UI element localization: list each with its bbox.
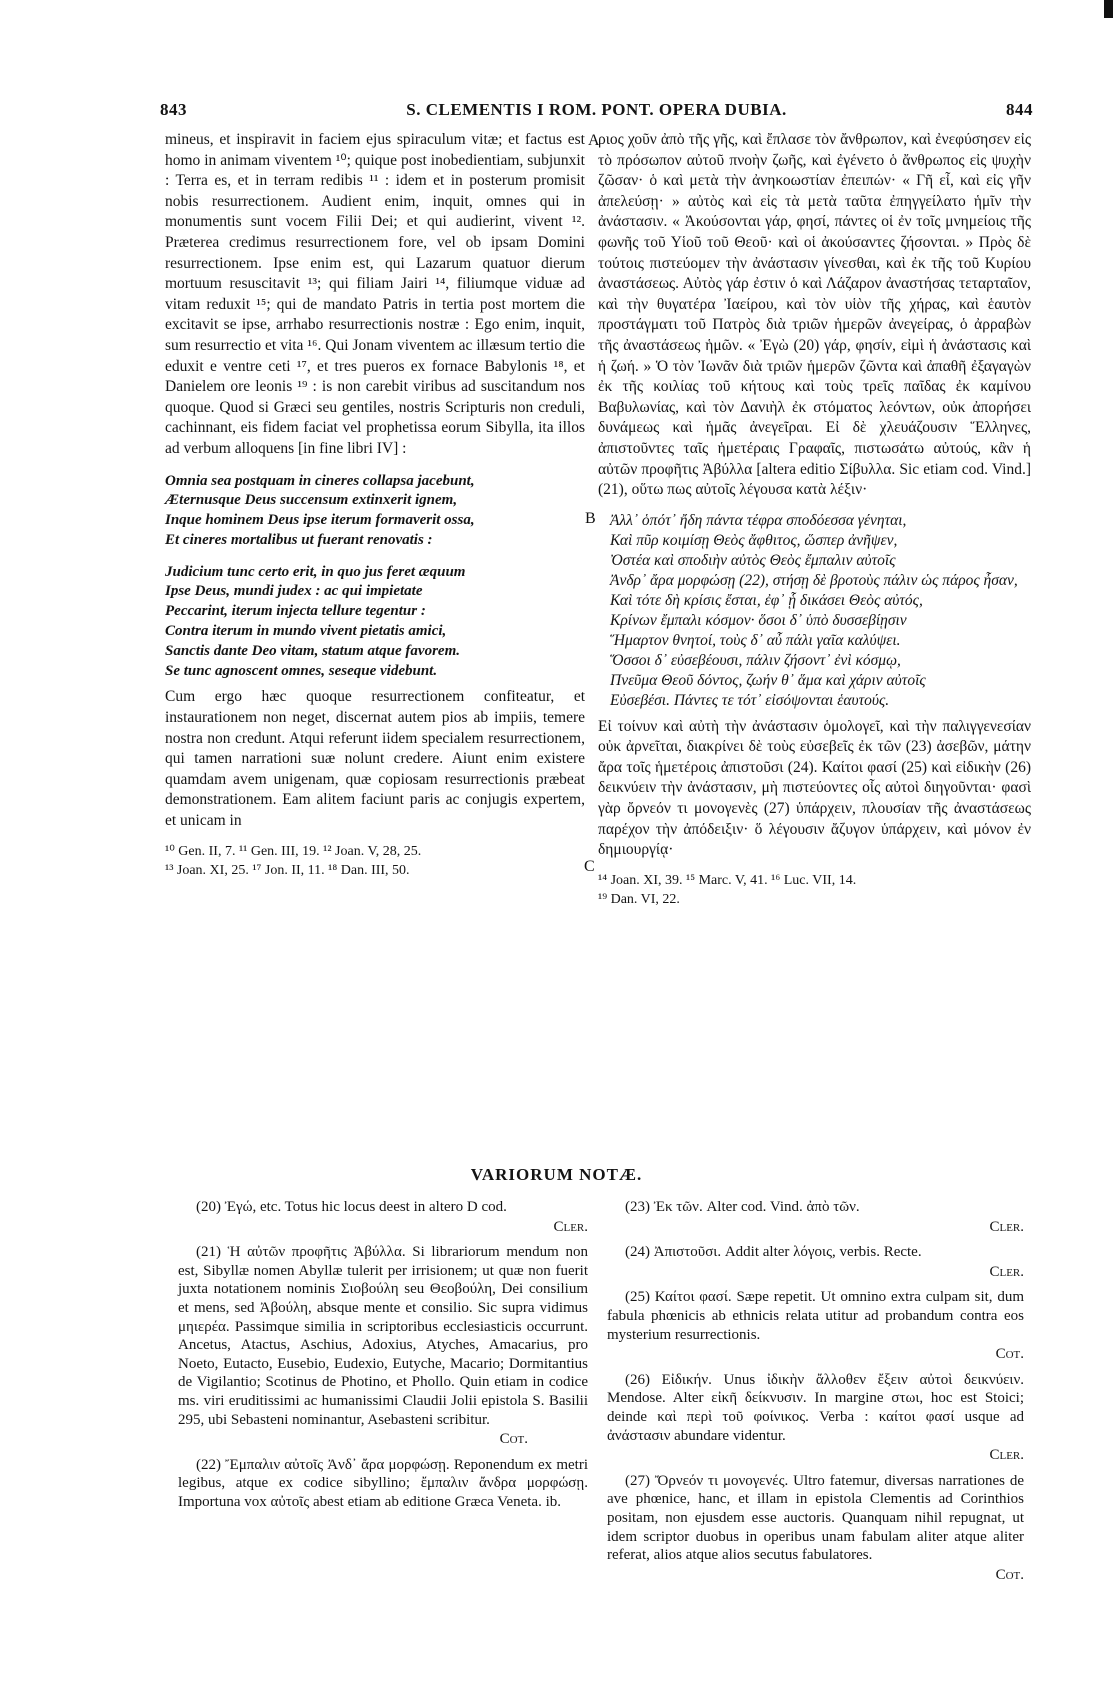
note-27 — [607, 1472, 1024, 1585]
greek-column — [598, 130, 1031, 923]
running-header — [160, 96, 1033, 126]
notes-left-column — [178, 1198, 588, 1519]
note-text: (23) Ἐκ τῶν. Alter cod. Vind. ἀπὸ τῶν. — [625, 1199, 860, 1215]
note-25 — [607, 1288, 1024, 1363]
note-23 — [607, 1198, 1024, 1236]
note-26 — [607, 1371, 1024, 1465]
note-21 — [178, 1243, 588, 1449]
running-title: S. CLEMENTIS I ROM. PONT. OPERA DUBIA. — [406, 100, 787, 119]
note-24 — [607, 1243, 1024, 1281]
margin-letter-c: C — [584, 858, 595, 875]
latin-scripture-refs: ¹⁰ Gen. II, 7. ¹¹ Gen. III, 19. ¹² Joan. V, 28, 25. ¹³ Joan. XI, 25. ¹⁷ Jon. II, 11. ¹⁸ Dan. III, 50. — [165, 843, 422, 878]
note-text: (22) Ἔμπαλιν αὐτοῖς Ἀνδ᾽ ἄρα μορφώσῃ. Reponendum ex metri legibus, atque ex codice sibyllino; ἔμπαλιν ἄνδρα μορφώσῃ. Importuna vox αὐτοῖς abest etiam ab editione Græca Veneta. ib. — [178, 1456, 588, 1510]
note-signature: Cot. — [499, 1431, 528, 1448]
greek-paragraph-2: Εἰ τοίνυν καὶ αὐτὴ τὴν ἀνάστασιν ὁμολογεῖ, καὶ τὴν παλιγγενεσίαν οὐκ ἀρνεῖται, διακρίνει δὲ τοὺς εὐσεβεῖς ἐκ τῶν (23) ἀσεβῶν, μάτην ἄρα τοῖς ἡμετέροις ἀπιστοῦσι (24). Καίτοι φασί (25) καὶ εἰδικὴν (26) δεικνύειν τὴν ἀνάστασιν, μὴ πιστεύοντες οἷς αὐτοὶ διηγοῦνται· φασὶ γὰρ ὄρνεόν τι μονογενὲς (27) ὑπάρχειν, πλουσίαν τῆς ἀναστάσεως παρέχον τὴν ἀπόδειξιν· ὅ λέγουσιν ἄζυγον ὑπάρχειν, καὶ μόνον ἐν δημιουργίᾳ· — [598, 717, 1031, 859]
margin-letter-a: A — [588, 132, 600, 149]
latin-verse-2: Judicium tunc certo erit, in quo jus feret æquum Ipse Deus, mundi judex : ac qui impietate Peccarint, iterum injecta tellure tegentur : Contra iterum in mundo vivent pietatis amici, Sanctis dante Deo vitam, statum atque favorem. Se tunc agnoscent omnes, seseque videbunt. — [165, 563, 466, 679]
latin-paragraph-2: Cum ergo hæc quoque resurrectionem confiteatur, et instaurationem non neget, discernat autem pios ab impiis, temere nostra non credunt. Atqui referunt iidem specialem resurrectionem, qui tamen narrationi suæ nolunt credere. Aiunt enim existere quamdam avem unigenam, quæ copiosam resurrectionis præbeat demonstrationem. Eam alitem faciunt paris ac conjugis expertem, et unicam in — [165, 688, 585, 830]
latin-verse-1: Omnia sea postquam in cineres collapsa jacebunt, Æternusque Deus succensum extinxerit ignem, Inque hominem Deus ipse iterum formaverit ossa, Et cineres mortalibus ut fuerant renovatis : — [165, 472, 475, 548]
notes-right-column — [607, 1198, 1024, 1591]
page-number-left: 843 — [160, 100, 187, 119]
note-signature: Cler. — [553, 1218, 588, 1235]
note-text: (20) Ἐγώ, etc. Totus hic locus deest in altero D cod. — [196, 1199, 507, 1215]
greek-verse: Ἀλλ᾽ ὁπότ᾽ ἤδη πάντα τέφρα σποδόεσσα γένηται, Καὶ πῦρ κοιμίσῃ Θεὸς ἄφθιτος, ὥσπερ ἀνῆψεν, Ὀστέα καὶ σποδιὴν αὐτὸς Θεὸς ἔμπαλιν αὐτοῖς Ἀνδρ᾽ ἄρα μορφώσῃ (22), στήσῃ δὲ βροτοὺς πάλιν ὡς πάρος ἦσαν, Καὶ τότε δὴ κρίσις ἔσται, ἐφ᾽ ᾗ δικάσει Θεὸς αὐτός, Κρίνων ἔμπαλι κόσμον· ὅσοι δ᾽ ὑπὸ δυσσεβίῃσιν Ἥμαρτον θνητοί, τοὺς δ᾽ αὖ πάλι γαῖα καλύψει. Ὅσσοι δ᾽ εὐσεβέουσι, πάλιν ζήσοντ᾽ ἐνὶ κόσμῳ, Πνεῦμα Θεοῦ δόντος, ζωήν θ᾽ ἅμα καὶ χάριν αὐτοῖς Εὐσεβέσι. Πάντες τε τότ᾽ εἰσόψονται ἑαυτούς. — [610, 511, 1018, 709]
note-signature: Cler. — [989, 1263, 1024, 1280]
greek-scripture-refs: ¹⁴ Joan. XI, 39. ¹⁵ Marc. V, 41. ¹⁶ Luc. VII, 14. ¹⁹ Dan. VI, 22. — [598, 872, 857, 907]
note-signature: Cot. — [995, 1566, 1024, 1583]
note-text: (24) Ἀπιστοῦσι. Addit alter λόγοις, verbis. Recte. — [625, 1244, 922, 1261]
note-text: (27) Ὄρνεόν τι μονογενές. Ultro fatemur, diversas narrationes de ave phœnice, hanc, et illam in epistola Clementis ad Corinthios positam, non ejusdem esse auctoris. Quanquam nihil repugnat, ut idem scriptor duobus in operibus unam fabulam aliter atque aliter referat, alios atque alios secutus fabulatores. — [607, 1472, 1024, 1564]
note-20 — [178, 1198, 588, 1236]
greek-paragraph-1: ριος χοῦν ἀπὸ τῆς γῆς, καὶ ἔπλασε τὸν ἄνθρωπον, καὶ ἐνεφύσησεν εἰς τὸ πρόσωπον αὐτοῦ πνοὴν ζωῆς, καὶ ἐγένετο ὁ ἄνθρωπος εἰς ψυχὴν ζῶσαν· ὁ καὶ μετὰ τὴν ἀνηκοωστίαν ἐπειπών· « Γῆ εἶ, καὶ εἰς γῆν ἀπελεύσῃ· » αὐτὸς καὶ εἰς τὰ μετὰ ταῦτα ἐπηγγείλατο ἡμῖν τὴν ἀνάστασιν. « Ἀκούσονται γάρ, φησί, πάντες οἱ ἐν τοῖς μνημείοις τῆς φωνῆς τοῦ Υἱοῦ τοῦ Θεοῦ· καὶ οἱ ἀκούσαντες ζήσονται. » Πρὸς δὲ τούτοις πιστεύομεν τὴν ἀνάστασιν γίνεσθαι, καὶ ἐκ τῆς τοῦ Κυρίου ἀναστάσεως. Αὐτὸς γάρ ἐστιν ὁ καὶ Λάζαρον ἀναστήσας τεταρταῖον, καὶ τὴν θυγατέρα Ἰαείρου, καὶ τὸν υἱὸν τῆς χήρας, καὶ ἑαυτὸν προστάγματι τοῦ Πατρὸς διὰ τριῶν ἡμερῶν ἀνεγείρας, ὁ ἀρραβὼν τῆς ἀναστάσεως ἡμῶν. « Ἐγὼ (20) γάρ, φησίν, εἰμὶ ἡ ἀνάστασις καὶ ἡ ζωή. » Ὁ τὸν Ἰωνᾶν διὰ τριῶν ἡμερῶν ζῶντα καὶ ἀπαθῆ ἐξαγαγὼν ἐκ τῆς κοιλίας τοῦ κήτους καὶ τοὺς τρεῖς παῖδας ἐκ καμίνου Βαβυλωνίας, καὶ τὸν Δανιὴλ ἐκ στόματος λεόντων, οὐκ ἀπορήσει δυνάμεως καὶ ἡμᾶς ἀνεγεῖραι. Εἰ δὲ χλευάζουσιν Ἕλληνες, ἀπιστοῦντες ταῖς ἡμετέραις Γραφαῖς, πιστωσάτω αὐτούς, κἂν ἡ αὐτῶν προφῆτις Ἀβύλλα [altera editio Σίβυλλα. Sic etiam cod. Vind.] (21), οὕτω πως αὐτοῖς λέγουσα κατὰ λέξιν· — [598, 131, 1031, 499]
page-number-right: 844 — [1006, 100, 1033, 119]
note-22 — [178, 1456, 588, 1512]
margin-letter-b: B — [585, 510, 596, 527]
note-signature: Cler. — [989, 1447, 1024, 1464]
note-text: (26) Εἰδικήν. Unus ἰδικὴν ἄλλοθεν ἔξειν αὐτοὶ δεικνύειν. Mendose. Alter εἰκῆ δείκνυσιν. In margine στωι, hoc est Stoici; deinde καὶ περὶ τοῦ φοίνικος. Verba : καίτοι φασί usque ad ἀνάστασιν abundare videntur. — [607, 1371, 1024, 1444]
note-signature: Cler. — [989, 1218, 1024, 1235]
note-text: (25) Καίτοι φασί. Sæpe repetit. Ut omnino extra culpam sit, dum fabula phœnicis ab ethnicis relata utitur ad probandum contra eos mysterium resurrectionis. — [607, 1289, 1024, 1343]
note-signature: Cot. — [995, 1346, 1024, 1363]
latin-column — [165, 130, 585, 894]
notes-heading: VARIORUM NOTÆ. — [470, 1165, 643, 1184]
note-text: (21) Ἡ αὐτῶν προφῆτις Ἀβύλλα. Si librariorum mendum non est, Sibyllæ nomen Abyllæ tulerit per irrisionem; ut quæ non fuerit juxta notationem nominis Σιοβούλη seu Θεοβούλη, Dei consilium et mens, sed Ἀβούλη, absque mente et consilio. Sic supra vidimus μηιερέα. Passimque similia in scriptoribus ecclesiasticis occurrunt. Ancetus, Atactus, Aschius, Adoxius, Atyches, Amacarius, pro Noeto, Eutacto, Eusebio, Eudexio, Eutyche, Macario; Dormitantius de Vigilantio; Scotinus de Photino, et Phollo. Quin etiam in codice ms. viri eruditissimi ac humanissimi Claudii Jolii epistola S. Basilii 295, ubi Sebasteni nominantur, Asebasteni scribitur. — [178, 1244, 588, 1428]
scan-edge-mark — [1104, 0, 1113, 18]
latin-paragraph-1: mineus, et inspiravit in faciem ejus spiraculum vitæ; et factus est homo in animam viventem ¹⁰; quique post inobedientiam, subjunxit : Terra es, et in terram redibis ¹¹ : idem et in posterum promisit nobis resurrectionem. Audient enim, inquit, omnes qui in monumentis sunt vocem Filii Dei; et qui audierint, vivent ¹². Præterea credimus resurrectionem fore, vel ob ipsam Domini resurrectionem. Ipse enim est, qui Lazarum quatuor dierum mortuum resuscitavit ¹³; qui filiam Jairi ¹⁴, filiumque viduæ ad vitam reduxit ¹⁵; qui de mandato Patris in tertia post mortem die excitavit se ipse, arrhabo resurrectionis nostræ : Ego enim, inquit, sum resurrectio et vita ¹⁶. Qui Jonam viventem ac illæsum tertio die eduxit e ventre ceti ¹⁷, et tres pueros ex fornace Babylonis ¹⁸, et Danielem ore leonis ¹⁹ : is non carebit viribus ad suscitandum nos quoque. Quod si Græci seu gentiles, nostris Scripturis non creduli, cachinnant, eis fidem faciat vel prophetissa eorum Sibylla, ita illos ad verbum alloquens [in fine libri IV] : — [165, 131, 585, 457]
